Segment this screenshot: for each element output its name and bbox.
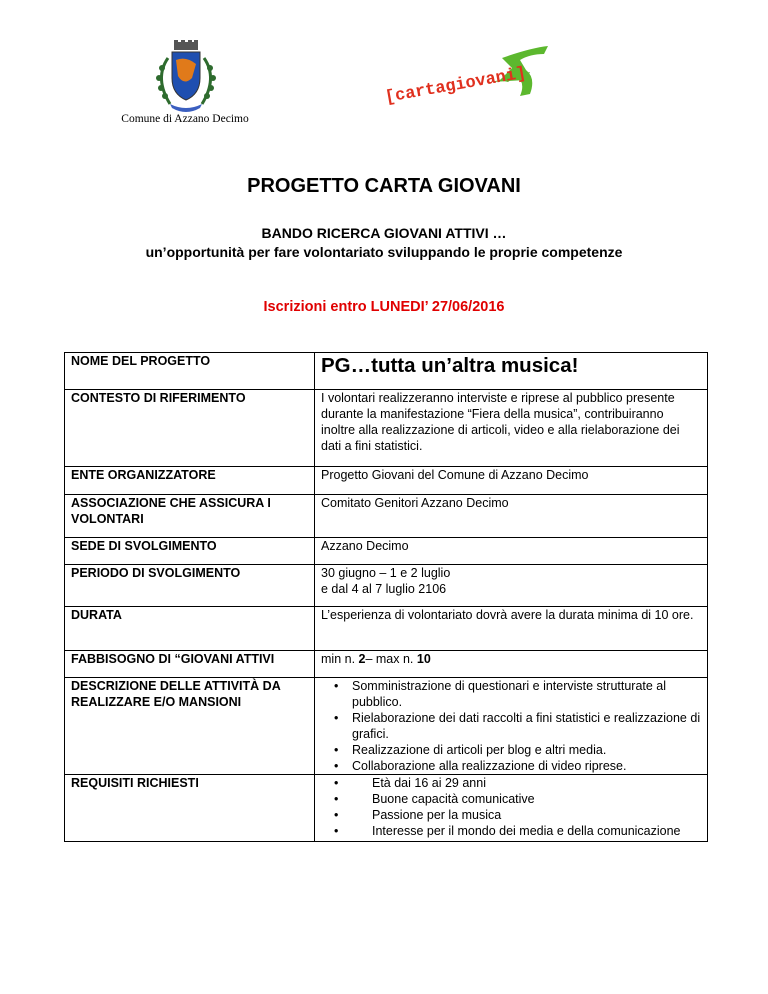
list-item: • Buone capacità comunicative — [334, 792, 535, 806]
table-row-associazione — [65, 495, 708, 538]
periodo-label: PERIODO DI SVOLGIMENTO — [65, 565, 315, 607]
bullet-icon: • — [334, 743, 339, 757]
table-row-ente — [65, 467, 708, 495]
fabbisogno-label: FABBISOGNO DI “GIOVANI ATTIVI — [65, 651, 315, 678]
list-item: • Collaborazione alla realizzazione di video riprese. — [334, 759, 627, 773]
bullet-icon: • — [334, 759, 339, 773]
bullet-icon: • — [334, 776, 339, 790]
contesto-label: CONTESTO DI RIFERIMENTO — [65, 390, 315, 467]
ente-value: Progetto Giovani del Comune di Azzano Decimo — [315, 467, 708, 495]
list-item: • Passione per la musica — [334, 808, 502, 822]
requisiti-list — [321, 775, 701, 839]
contesto-value: I volontari realizzeranno interviste e riprese al pubblico presente durante la manifestazione “Fiera della musica”, contribuiranno inoltre alla realizzazione di articoli, video e alla rielaborazione dei dati a fini statistici. — [315, 390, 708, 467]
fabbisogno-min-prefix: min n. — [321, 652, 359, 666]
project-info-table — [64, 352, 708, 842]
subtitle-line-1: BANDO RICERCA GIOVANI ATTIVI … — [261, 225, 507, 241]
sede-label: SEDE DI SVOLGIMENTO — [65, 538, 315, 565]
bullet-icon: • — [334, 679, 339, 693]
cartagiovani-logo-text: [cartagiovani] — [383, 64, 528, 108]
list-item: • Rielaborazione dei dati raccolti a fini statistici e realizzazione di grafici. — [334, 711, 701, 741]
durata-label: DURATA — [65, 607, 315, 651]
associazione-label: ASSOCIAZIONE CHE ASSICURA I VOLONTARI — [65, 495, 315, 538]
bullet-icon: • — [334, 711, 339, 725]
list-item: • Età dai 16 ai 29 anni — [334, 776, 486, 790]
ente-label: ENTE ORGANIZZATORE — [65, 467, 315, 495]
table-row-durata — [65, 607, 708, 651]
nome-value: PG…tutta un’altra musica! — [315, 353, 708, 390]
durata-value: L’esperienza di volontariato dovrà avere la durata minima di 10 ore. — [315, 607, 708, 651]
periodo-line-1: 30 giugno – 1 e 2 luglio — [321, 566, 451, 580]
table-row-descrizione — [65, 678, 708, 775]
table-row-sede — [65, 538, 708, 565]
bullet-icon: • — [334, 808, 339, 822]
periodo-line-2: e dal 4 al 7 luglio 2106 — [321, 582, 447, 596]
deadline-notice: Iscrizioni entro LUNEDI’ 27/06/2016 — [263, 299, 505, 315]
bullet-icon: • — [334, 824, 339, 838]
table-row-periodo — [65, 565, 708, 607]
list-item: • Realizzazione di articoli per blog e altri media. — [334, 743, 607, 757]
fabbisogno-max: 10 — [416, 652, 431, 666]
nome-label: NOME DEL PROGETTO — [65, 353, 315, 390]
fabbisogno-min: 2 — [358, 652, 366, 666]
fabbisogno-max-prefix: – max n. — [365, 652, 417, 666]
list-item: • Interesse per il mondo dei media e della comunicazione — [334, 824, 681, 838]
cartagiovani-logo — [380, 42, 560, 112]
requisiti-value — [315, 775, 708, 842]
page-title: PROGETTO CARTA GIOVANI — [247, 175, 521, 197]
descrizione-list — [321, 678, 701, 774]
sede-value: Azzano Decimo — [315, 538, 708, 565]
table-row-nome — [65, 353, 708, 390]
list-item: • Somministrazione di questionari e interviste strutturate al pubblico. — [334, 679, 667, 709]
table-row-contesto — [65, 390, 708, 467]
fabbisogno-value — [315, 651, 708, 678]
table-row-fabbisogno — [65, 651, 708, 678]
descrizione-value — [315, 678, 708, 775]
comune-name: Comune di Azzano Decimo — [121, 113, 249, 125]
requisiti-label: REQUISITI RICHIESTI — [65, 775, 315, 842]
descrizione-label: DESCRIZIONE DELLE ATTIVITÀ DA REALIZZARE E/O MANSIONI — [65, 678, 315, 775]
table-row-requisiti — [65, 775, 708, 842]
subtitle-line-2: un’opportunità per fare volontariato sviluppando le proprie competenze — [145, 244, 623, 260]
comune-crest-logo — [140, 38, 232, 116]
periodo-value — [315, 565, 708, 607]
associazione-value: Comitato Genitori Azzano Decimo — [315, 495, 708, 538]
bullet-icon: • — [334, 792, 339, 806]
